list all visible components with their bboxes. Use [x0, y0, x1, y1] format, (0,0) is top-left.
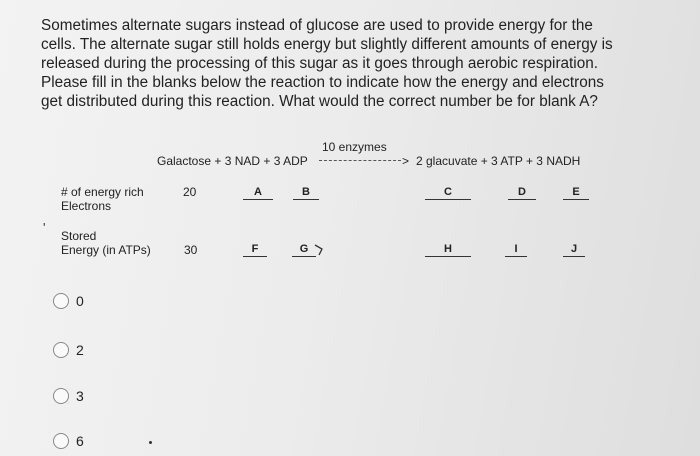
stray-hook-mark — [313, 242, 325, 256]
reaction-arrow-line — [319, 160, 401, 161]
blank-e: E — [563, 186, 589, 200]
question-line: get distributed during this reaction. What would the correct number be for blank A? — [41, 93, 598, 110]
blank-i: I — [505, 243, 527, 257]
radio-button[interactable] — [53, 342, 69, 358]
row-electrons-value: 20 — [183, 185, 197, 199]
blank-f: F — [243, 243, 267, 257]
question-line: cells. The alternate sugar still holds energy but slightly different amounts of energy is — [41, 36, 613, 53]
row-energy-label-line1: Stored — [61, 229, 97, 243]
option-label: 3 — [76, 388, 84, 404]
question-line: Sometimes alternate sugars instead of glucose are used to provide energy for the — [41, 17, 593, 34]
row-electrons-label-line1: # of energy rich — [61, 185, 144, 199]
option-label: 2 — [76, 342, 84, 358]
row-electrons-label — [61, 185, 144, 213]
question-text — [41, 16, 681, 111]
blank-a: A — [243, 186, 273, 200]
blank-d: D — [508, 186, 536, 200]
row-energy-label-line2: Energy (in ATPs) — [61, 243, 151, 257]
question-line: released during the processing of this sugar as it goes through aerobic respiration. — [41, 55, 598, 72]
blank-c: C — [425, 186, 471, 200]
blank-j: J — [563, 243, 585, 257]
option-label: 6 — [76, 433, 84, 449]
option-2[interactable] — [53, 339, 84, 361]
stray-dot — [149, 441, 152, 444]
question-line: Please fill in the blanks below the reaction to indicate how the energy and electrons — [41, 74, 604, 91]
enzymes-label: 10 enzymes — [322, 140, 387, 154]
option-label: 0 — [76, 293, 84, 309]
blank-b: B — [293, 186, 319, 200]
blank-g: G — [292, 243, 316, 257]
option-0[interactable] — [53, 290, 84, 312]
stray-mark: ' — [43, 220, 46, 235]
row-electrons-label-line2: Electrons — [61, 199, 112, 213]
radio-button[interactable] — [53, 433, 69, 449]
reaction-reactants: Galactose + 3 NAD + 3 ADP — [157, 154, 308, 168]
blank-h: H — [425, 243, 471, 257]
radio-button[interactable] — [53, 388, 69, 404]
row-energy-label — [61, 229, 151, 257]
reaction-arrow-head: > — [402, 154, 410, 168]
option-3[interactable] — [53, 385, 84, 407]
row-energy-value: 30 — [184, 243, 198, 257]
option-6[interactable] — [53, 430, 84, 452]
reaction-products: 2 glacuvate + 3 ATP + 3 NADH — [416, 154, 581, 168]
radio-button[interactable] — [53, 293, 69, 309]
